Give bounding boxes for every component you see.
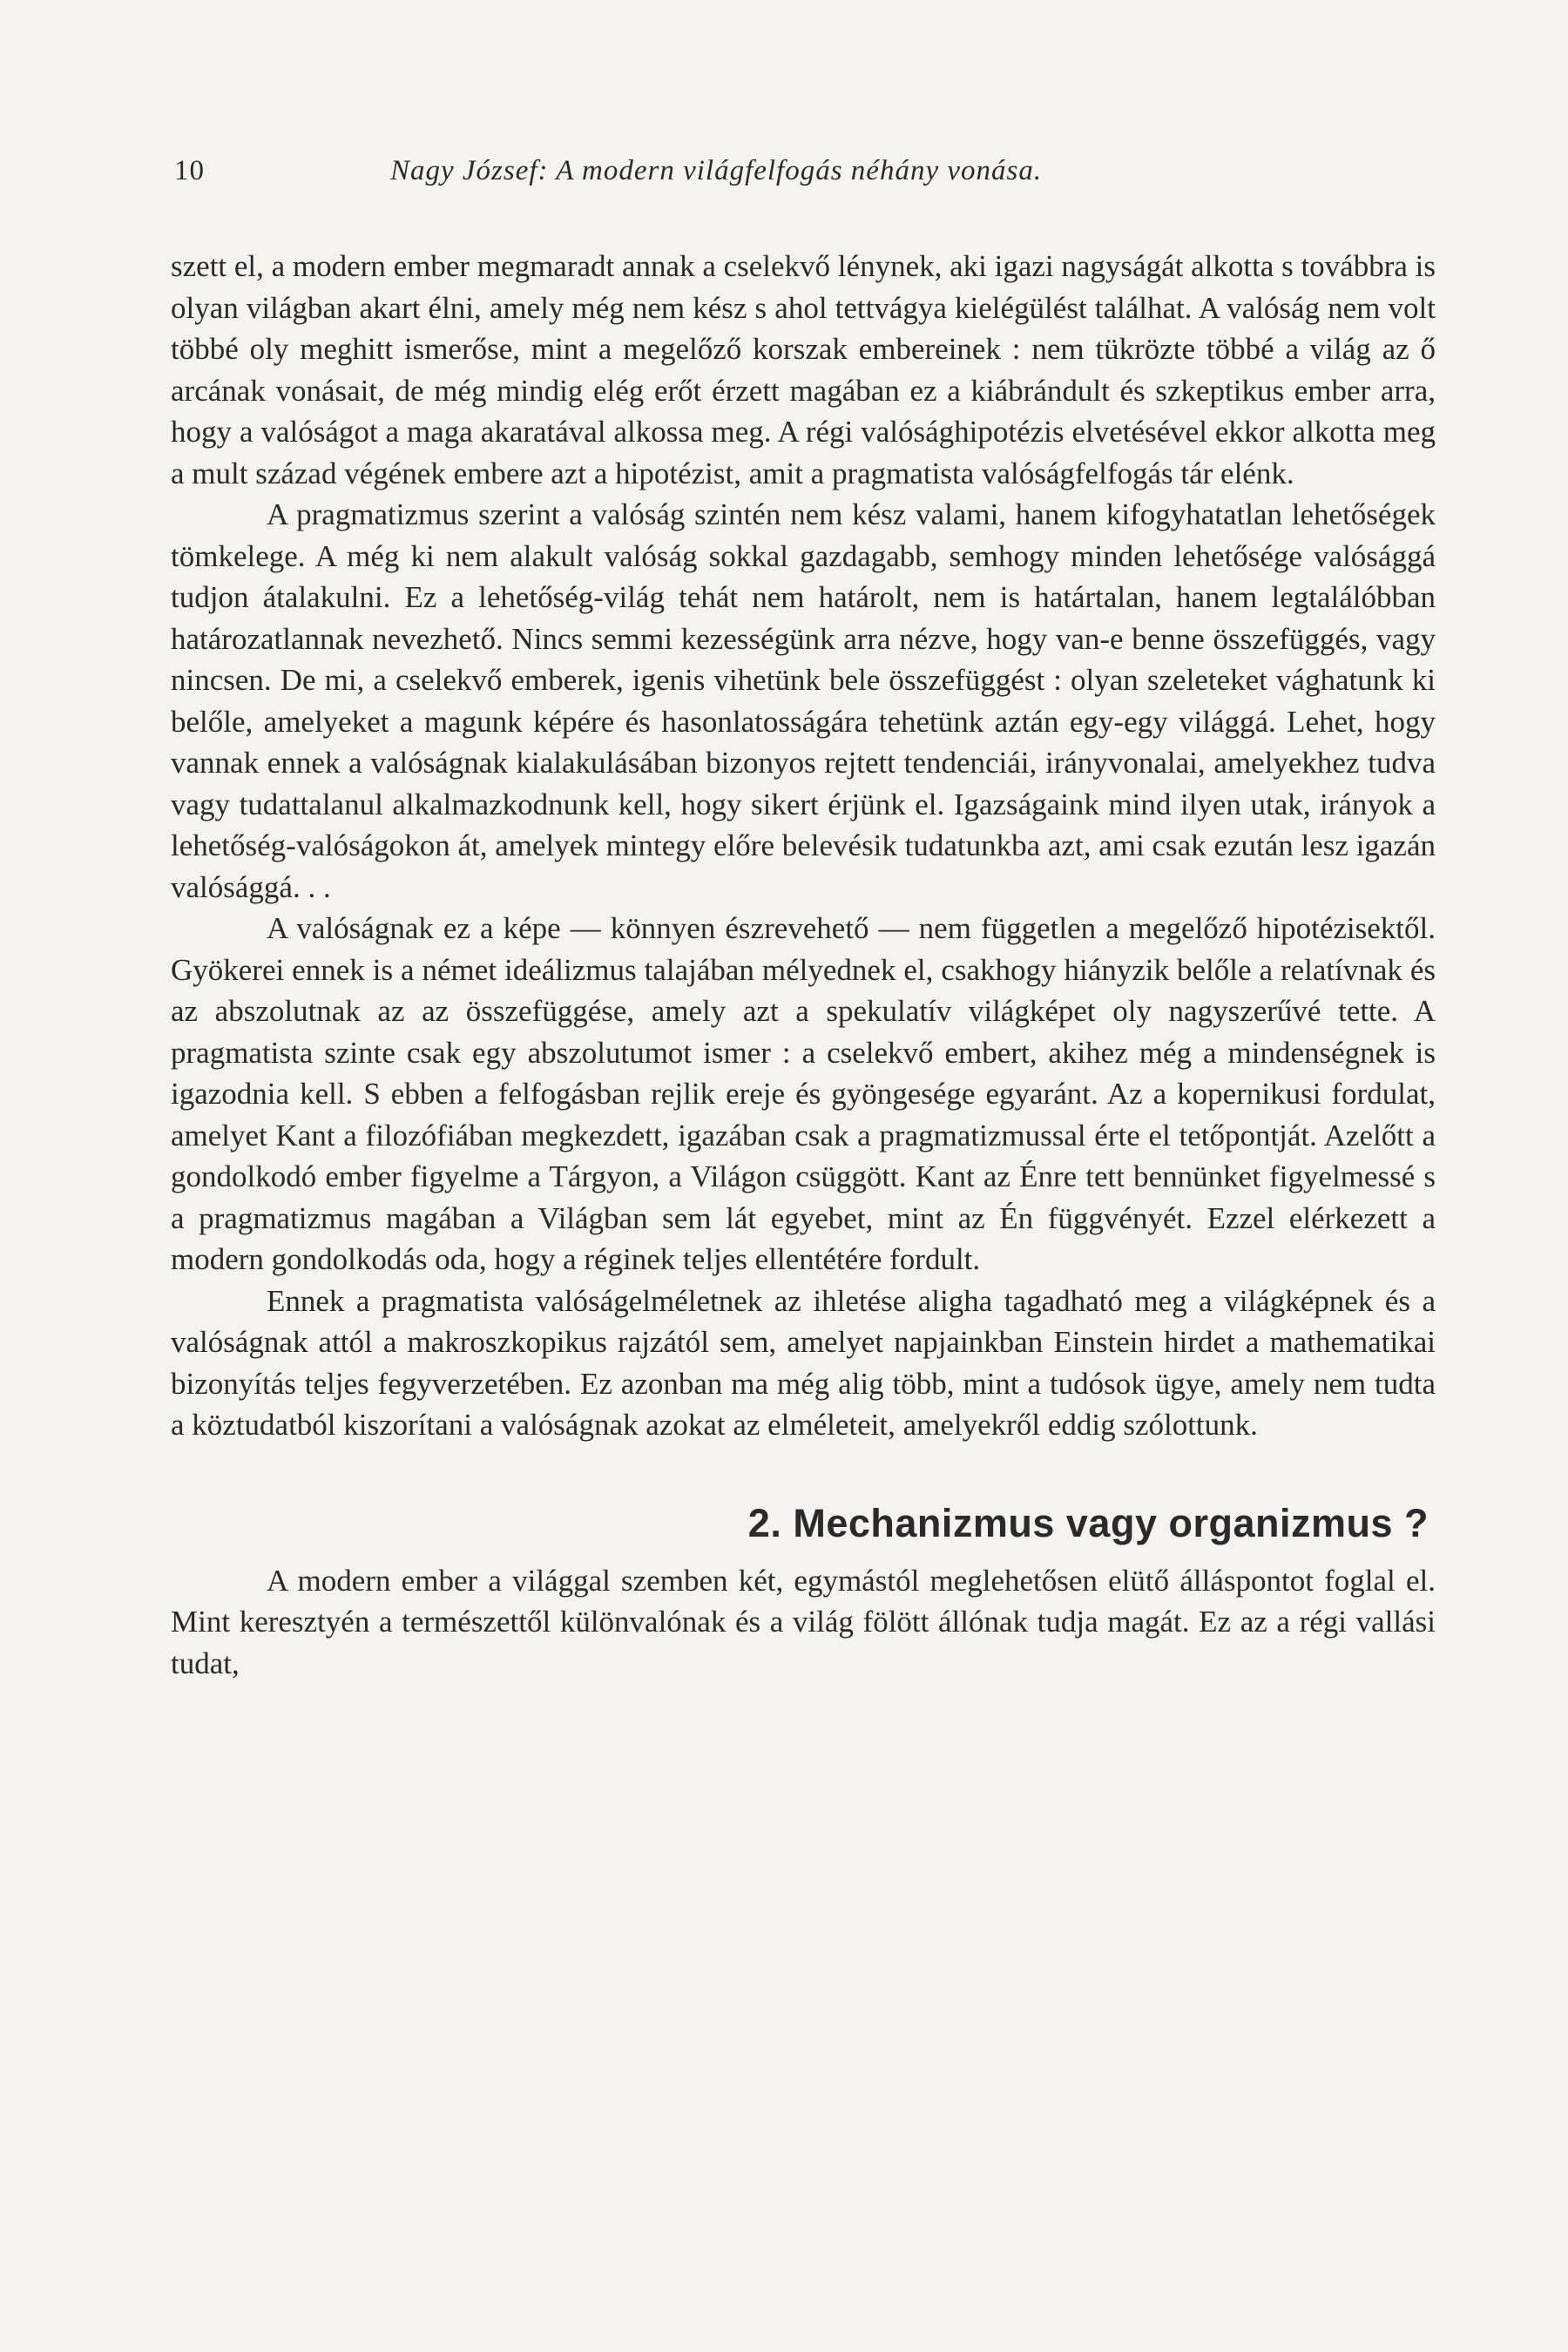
paragraph: A valóságnak ez a képe — könnyen észrevehető — nem független a megelőző hipotézisektől. Gyökerei ennek is a német ideálizmus talajában mélyednek el, csakhogy hiányzik belőle a relatívnak és az abszolutnak az az összefüggése, amely azt a spekulatív világképet oly nagyszerűvé tette. A pragmatista szinte csak egy abszolutumot ismer : a cselekvő embert, akihez még a mindenségnek is igazodnia kell. S ebben a felfogásban rejlik ereje és gyöngesége egyaránt. Az a kopernikusi fordulat, amelyet Kant a filozófiában megkezdett, igazában csak a pragmatizmussal érte el tetőpontját. Azelőtt a gondolkodó ember figyelme a Tárgyon, a Világon csüggött. Kant az Énre tett bennünket figyelmessé s a pragmatizmus magában a Világban sem lát egyebet, mint az Én függvényét. Ezzel elérkezett a modern gondolkodás oda, hogy a réginek teljes ellentétére fordult.	[171, 911, 1436, 1276]
paragraph: A pragmatizmus szerint a valóság szintén nem kész valami, hanem kifogyhatatlan lehetőségek tömkelege. A még ki nem alakult valóság sokkal gazdagabb, semhogy minden lehetősége valósággá tudjon átalakulni. Ez a lehetőség-világ tehát nem határolt, nem is határtalan, hanem legtalálóbban határozatlannak nevezhető. Nincs semmi kezességünk arra nézve, hogy van-e benne összefüggés, vagy nincsen. De mi, a cselekvő emberek, igenis vihetünk bele összefüggést : olyan szeleteket vághatunk ki belőle, amelyeket a magunk képére és hasonlatosságára tehetünk aztán egy-egy világgá. Lehet, hogy vannak ennek a valóságnak kialakulásában bizonyos rejtett tendenciái, irányvonalai, amelyekhez tudva vagy tudattalanul alkalmazkodnunk kell, hogy sikert érjünk el. Igazságaink mind ilyen utak, irányok a lehetőség-valóságokon át, amelyek mintegy előre belevésik tudatunkba azt, ami csak ezután lesz igazán valósággá. . .	[171, 497, 1436, 904]
body-text	[171, 246, 1436, 1684]
paragraph: A modern ember a világgal szemben két, egymástól meglehetősen elütő álláspontot foglal el. Mint keresztyén a természettől különvalónak és a világ fölött állónak tudja magát. Ez az a régi vallási tudat,	[171, 1563, 1436, 1680]
paragraph: szett el, a modern ember megmaradt annak a cselekvő lénynek, aki igazi nagyságát alkotta s továbbra is olyan világban akart élni, amely még nem kész s ahol tettvágya kielégülést találhat. A valóság nem volt többé oly meghitt ismerőse, mint a megelőző korszak embereinek : nem tükrözte többé a világ az ő arcának vonásait, de még mindig elég erőt érzett magában ez a kiábrándult és szkeptikus ember arra, hogy a valóságot a maga akaratával alkossa meg. A régi valósághipotézis elvetésével ekkor alkotta meg a mult század végének embere azt a hipotézist, amit a pragmatista valóságfelfogás tár elénk.	[171, 249, 1436, 490]
page-number: 10	[174, 155, 205, 186]
running-header	[174, 155, 1433, 193]
section-heading: 2. Mechanizmus vagy organizmus ?	[747, 1500, 1429, 1545]
paragraph: Ennek a pragmatista valóságelméletnek az ihletése aligha tagadható meg a világképnek és a valóságnak attól a makroszkopikus rajzától sem, amelyet napjainkban Einstein hirdet a mathematikai bizonyítás teljes fegyverzetében. Ez azonban ma még alig több, mint a tudósok ügye, amely nem tudta a köztudatból kiszorítani a valóságnak azokat az elméleteit, amelyekről eddig szólottunk.	[171, 1283, 1436, 1442]
running-title: Nagy József: A modern világfelfogás néhány vonása.	[390, 155, 1043, 186]
